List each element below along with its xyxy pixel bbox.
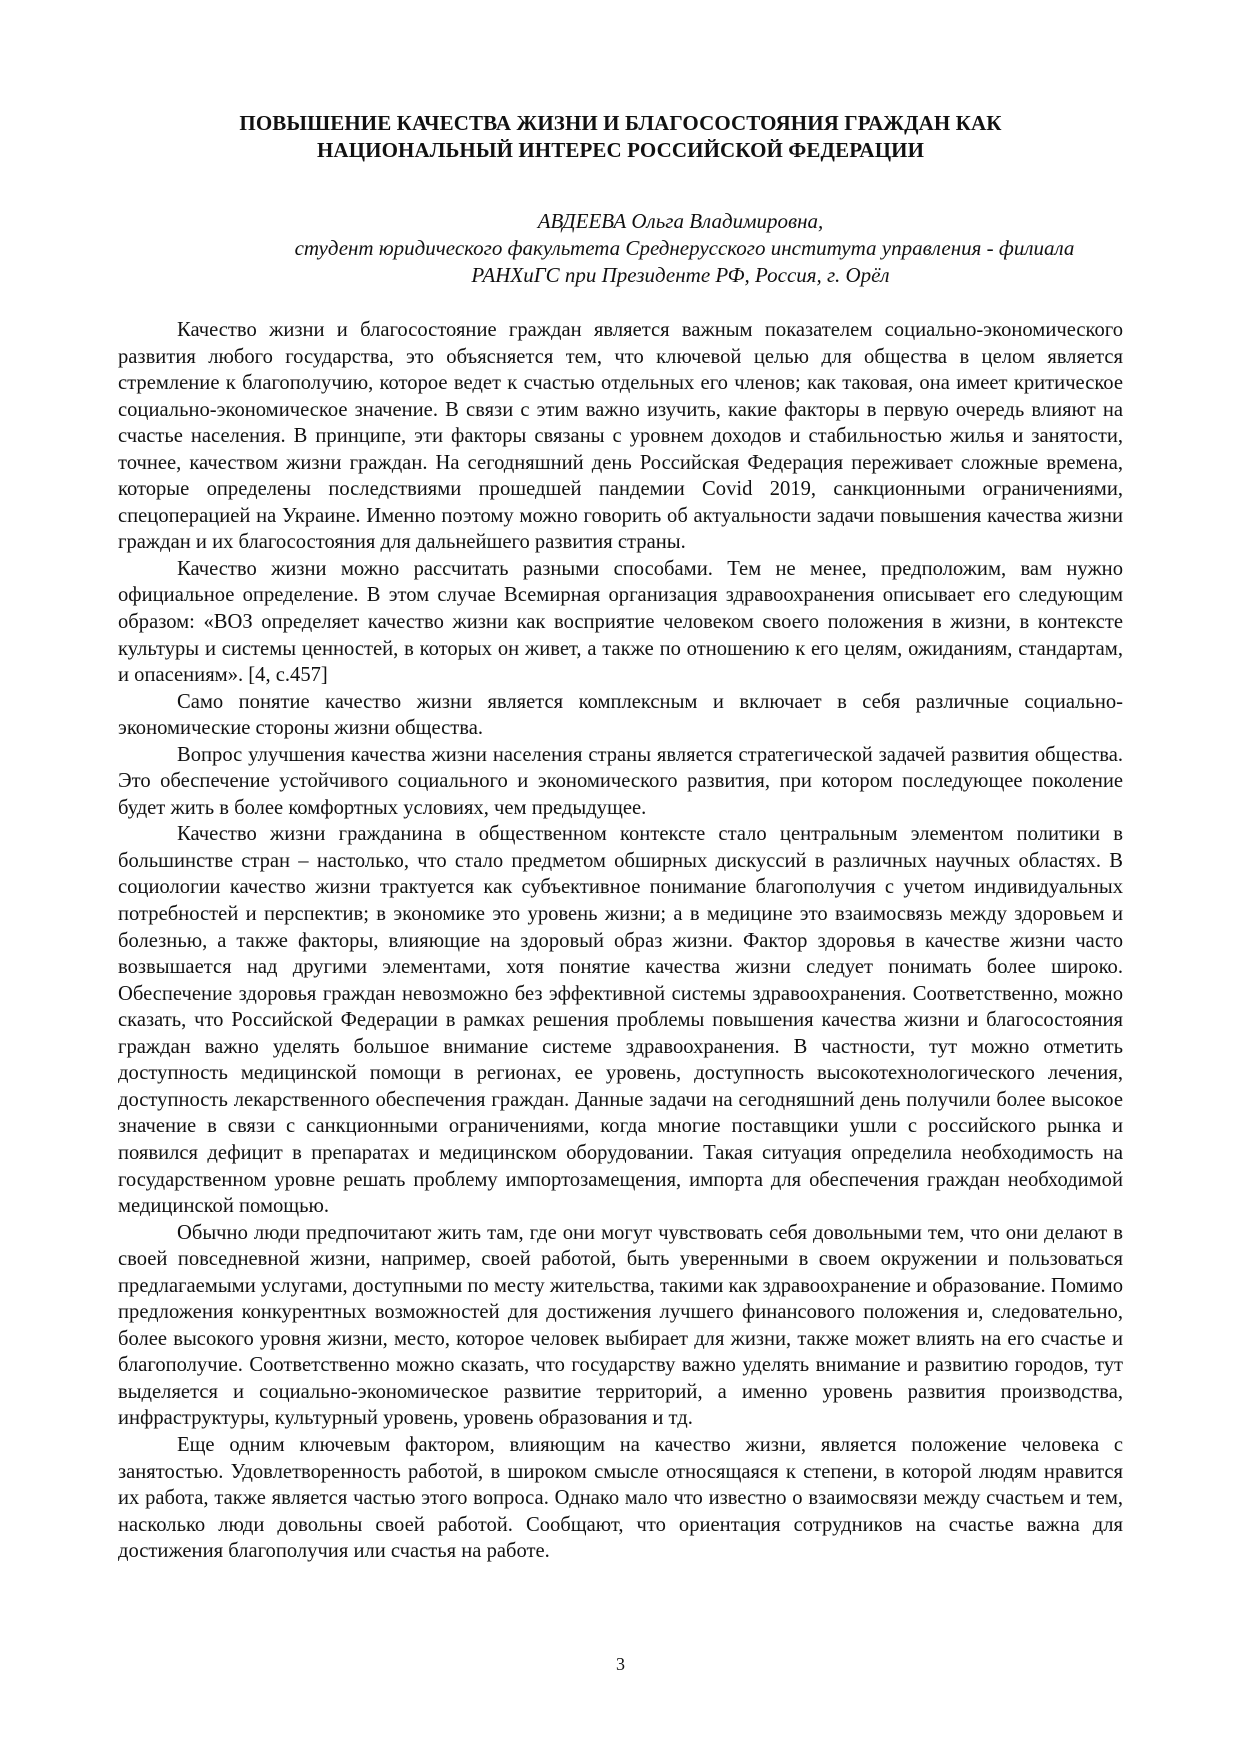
- title-line-2: НАЦИОНАЛЬНЫЙ ИНТЕРЕС РОССИЙСКОЙ ФЕДЕРАЦИИ: [317, 138, 924, 162]
- paragraph-5: Качество жизни гражданина в общественном контексте стало центральным элементом политики в большинстве стран – настолько, что стало предметом обширных дискуссий в различных научных областях. В социологии качество жизни трактуется как субъективное понимание благополучия с учетом индивидуальных потребностей и перспектив; в экономике это уровень жизни; а в медицине это взаимосвязь между здоровьем и болезнью, а также факторы, влияющие на здоровый образ жизни. Фактор здоровья в качестве жизни часто возвышается над другими элементами, хотя понятие качества жизни следует понимать более широко. Обеспечение здоровья граждан невозможно без эффективной системы здравоохранения. Соответственно, можно сказать, что Российской Федерации в рамках решения проблемы повышения качества жизни и благосостояния граждан важно уделять большое внимание системе здравоохранения. В частности, тут можно отметить доступность медицинской помощи в регионах, ее уровень, доступность высокотехнологического лечения, доступность лекарственного обеспечения граждан. Данные задачи на сегодняшний день получили более высокое значение в связи с санкционными ограничениями, когда многие поставщики ушли с российского рынка и появился дефицит в препаратах и медицинском оборудовании. Такая ситуация определила необходимость на государственном уровне решать проблему импортозамещения, импорта для обеспечения граждан необходимой медицинской помощью.: [118, 823, 1123, 1218]
- paragraph-6: Обычно люди предпочитают жить там, где они могут чувствовать себя довольными тем, что они делают в своей повседневной жизни, например, своей работой, быть уверенными в своем окружении и пользоваться предлагаемыми услугами, доступными по месту жительства, такими как здравоохранение и образование. Помимо предложения конкурентных возможностей для достижения лучшего финансового положения и, следовательно, более высокого уровня жизни, место, которое человек выбирает для жизни, также может влиять на его счастье и благополучие. Соответственно можно сказать, что государству важно уделять внимание и развитию городов, тут выделяется и социально-экономическое развитие территорий, а именно уровень развития производства, инфраструктуры, культурный уровень, уровень образования и тд.: [118, 1221, 1124, 1430]
- author-name: АВДЕЕВА Ольга Владимировна,: [537, 209, 824, 233]
- document-page: [118, 110, 1123, 1565]
- author-affiliation-line-1: студент юридического факультета Среднерусского института управления - филиала: [294, 236, 1075, 260]
- page-number: 3: [616, 1654, 625, 1674]
- paragraph-3: Само понятие качество жизни является комплексным и включает в себя различные социально-экономические стороны жизни общества.: [118, 690, 1123, 740]
- paragraph-2: Качество жизни можно рассчитать разными способами. Тем не менее, предположим, вам нужно официальное определение. В этом случае Всемирная организация здравоохранения описывает его следующим образом: «ВОЗ определяет качество жизни как восприятие человеком своего положения в жизни, в контексте культуры и системы ценностей, в которых он живет, а также по отношению к его целям, ожиданиям, стандартам, и опасениям». [4, с.457]: [118, 557, 1123, 687]
- title-line-1: ПОВЫШЕНИЕ КАЧЕСТВА ЖИЗНИ И БЛАГОСОСТОЯНИЯ ГРАЖДАН КАК: [239, 111, 1002, 135]
- paragraph-4: Вопрос улучшения качества жизни населения страны является стратегической задачей развития общества. Это обеспечение устойчивого социального и экономического развития, при котором последующее поколение будет жить в более комфортных условиях, чем предыдущее.: [118, 743, 1123, 819]
- author-affiliation-line-2: РАНХиГС при Президенте РФ, Россия, г. Орёл: [471, 263, 890, 287]
- paragraph-7: Еще одним ключевым фактором, влияющим на качество жизни, является положение человека с занятостью. Удовлетворенность работой, в широком смысле относящаяся к степени, в которой людям нравится их работа, также является частью этого вопроса. Однако мало что известно о взаимосвязи между счастьем и тем, насколько люди довольны своей работой. Сообщают, что ориентация сотрудников на счастье важна для достижения благополучия или счастья на работе.: [118, 1433, 1123, 1563]
- article-body: [118, 317, 1123, 1565]
- paragraph-1: Качество жизни и благосостояние граждан является важным показателем социально-экономического развития любого государства, это объясняется тем, что ключевой целью для общества в целом является стремление к благополучию, которое ведет к счастью отдельных его членов; как таковая, она имеет критическое социально-экономическое значение. В связи с этим важно изучить, какие факторы в первую очередь влияют на счастье населения. В принципе, эти факторы связаны с уровнем доходов и стабильностью жилья и занятости, точнее, качеством жизни граждан. На сегодняшний день Российская Федерация переживает сложные времена, которые определены последствиями прошедшей пандемии Covid 2019, санкционными ограничениями, спецоперацией на Украине. Именно поэтому можно говорить об актуальности задачи повышения качества жизни граждан и их благосостояния для дальнейшего развития страны.: [118, 319, 1123, 554]
- article-title: [118, 110, 1123, 164]
- author-block: [118, 208, 1123, 289]
